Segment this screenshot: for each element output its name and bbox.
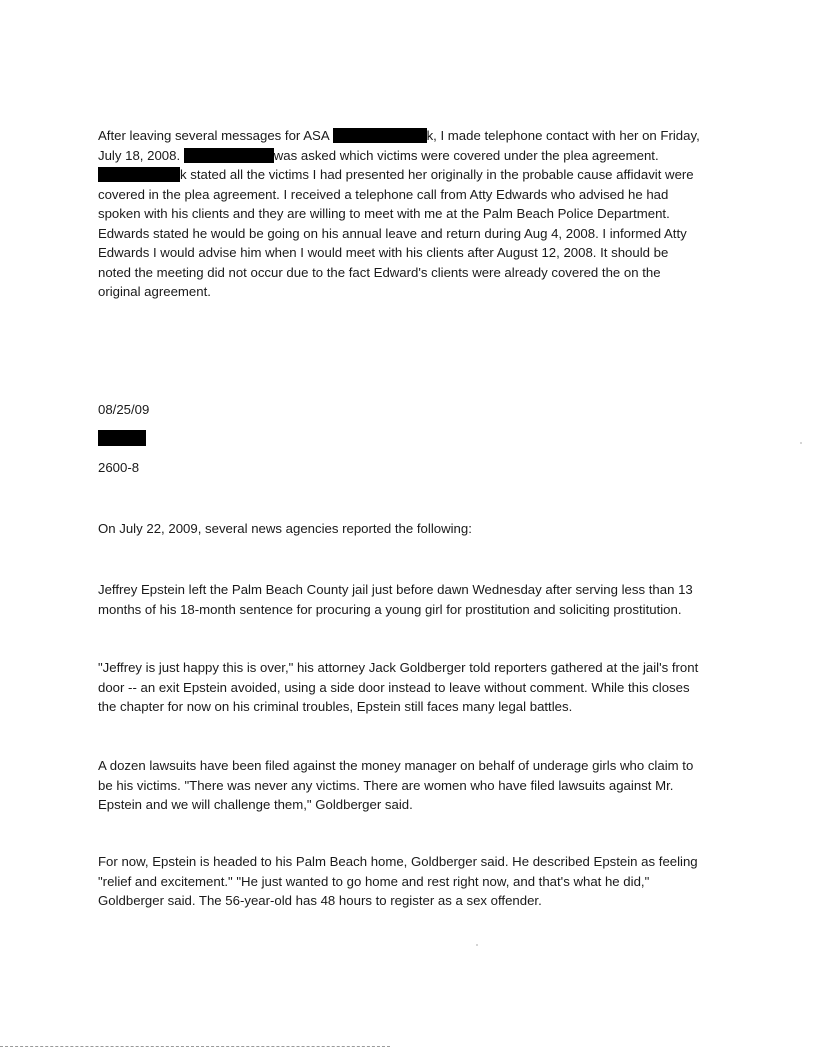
text-segment: July 18, 2008. bbox=[98, 147, 184, 163]
text-line: "Jeffrey is just happy this is over," his attorney Jack Goldberger told reporters gathered at the jail's front bbox=[98, 660, 699, 675]
text-line: Edwards stated he would be going on his annual leave and return during Aug 4, 2008. I informed Atty bbox=[98, 225, 687, 241]
text-line: Epstein and we will challenge them," Goldberger said. bbox=[98, 797, 413, 812]
redaction-bar bbox=[184, 148, 274, 163]
text-line: A dozen lawsuits have been filed against the money manager on behalf of underage girls who claim to bbox=[98, 758, 694, 773]
entry-date: 08/25/09 bbox=[98, 402, 150, 417]
scan-speck bbox=[800, 442, 802, 444]
text-segment: was asked which victims were covered under the plea agreement. bbox=[273, 147, 659, 163]
scan-speck bbox=[476, 944, 478, 946]
text-line: door -- an exit Epstein avoided, using a side door instead to leave without comment. While this closes bbox=[98, 679, 690, 695]
text-line bbox=[98, 146, 738, 166]
text-line: noted the meeting did not occur due to the fact Edward's clients were already covered the on the bbox=[98, 264, 661, 280]
text-line: original agreement. bbox=[98, 284, 211, 299]
text-line: For now, Epstein is headed to his Palm Beach home, Goldberger said. He described Epstein as feeling bbox=[98, 854, 698, 869]
text-line: be his victims. "There was never any victims. There are women who have filed lawsuits against Mr. bbox=[98, 777, 674, 793]
news-quote-paragraph bbox=[98, 756, 738, 815]
news-quote-paragraph bbox=[98, 658, 738, 717]
text-segment: k, I made telephone contact with her on Friday, bbox=[426, 128, 700, 143]
paragraph-plea-agreement bbox=[98, 126, 738, 302]
text-line: Edwards I would advise him when I would meet with his clients after August 12, 2008. It should be bbox=[98, 245, 669, 260]
text-line: Jeffrey Epstein left the Palm Beach County jail just before dawn Wednesday after serving less than 13 bbox=[98, 582, 693, 597]
text-line: spoken with his clients and they are willing to meet with me at the Palm Beach Police Department. bbox=[98, 206, 670, 221]
redaction-bar bbox=[98, 167, 180, 182]
redacted-signature bbox=[98, 430, 146, 446]
news-intro: On July 22, 2009, several news agencies reported the following: bbox=[98, 521, 472, 536]
text-line bbox=[98, 126, 738, 146]
text-line: the chapter for now on his criminal troubles, Epstein still faces many legal battles. bbox=[98, 699, 573, 714]
case-number: 2600-8 bbox=[98, 460, 140, 475]
page-bottom-rule bbox=[0, 1046, 390, 1047]
text-segment: k stated all the victims I had presented her originally in the probable cause affidavit were bbox=[180, 167, 694, 182]
text-line: Goldberger said. The 56-year-old has 48 hours to register as a sex offender. bbox=[98, 893, 542, 908]
text-line: covered in the plea agreement. I received a telephone call from Atty Edwards who advised he had bbox=[98, 186, 669, 202]
news-quote-paragraph bbox=[98, 852, 738, 911]
text-segment: After leaving several messages for ASA bbox=[98, 128, 333, 143]
redaction-bar bbox=[333, 128, 427, 143]
text-line: months of his 18-month sentence for procuring a young girl for prostitution and soliciting prostitution. bbox=[98, 601, 682, 617]
news-quote-paragraph bbox=[98, 580, 738, 619]
text-line bbox=[98, 165, 738, 185]
text-line: "relief and excitement." "He just wanted to go home and rest right now, and that's what he did," bbox=[98, 873, 650, 889]
